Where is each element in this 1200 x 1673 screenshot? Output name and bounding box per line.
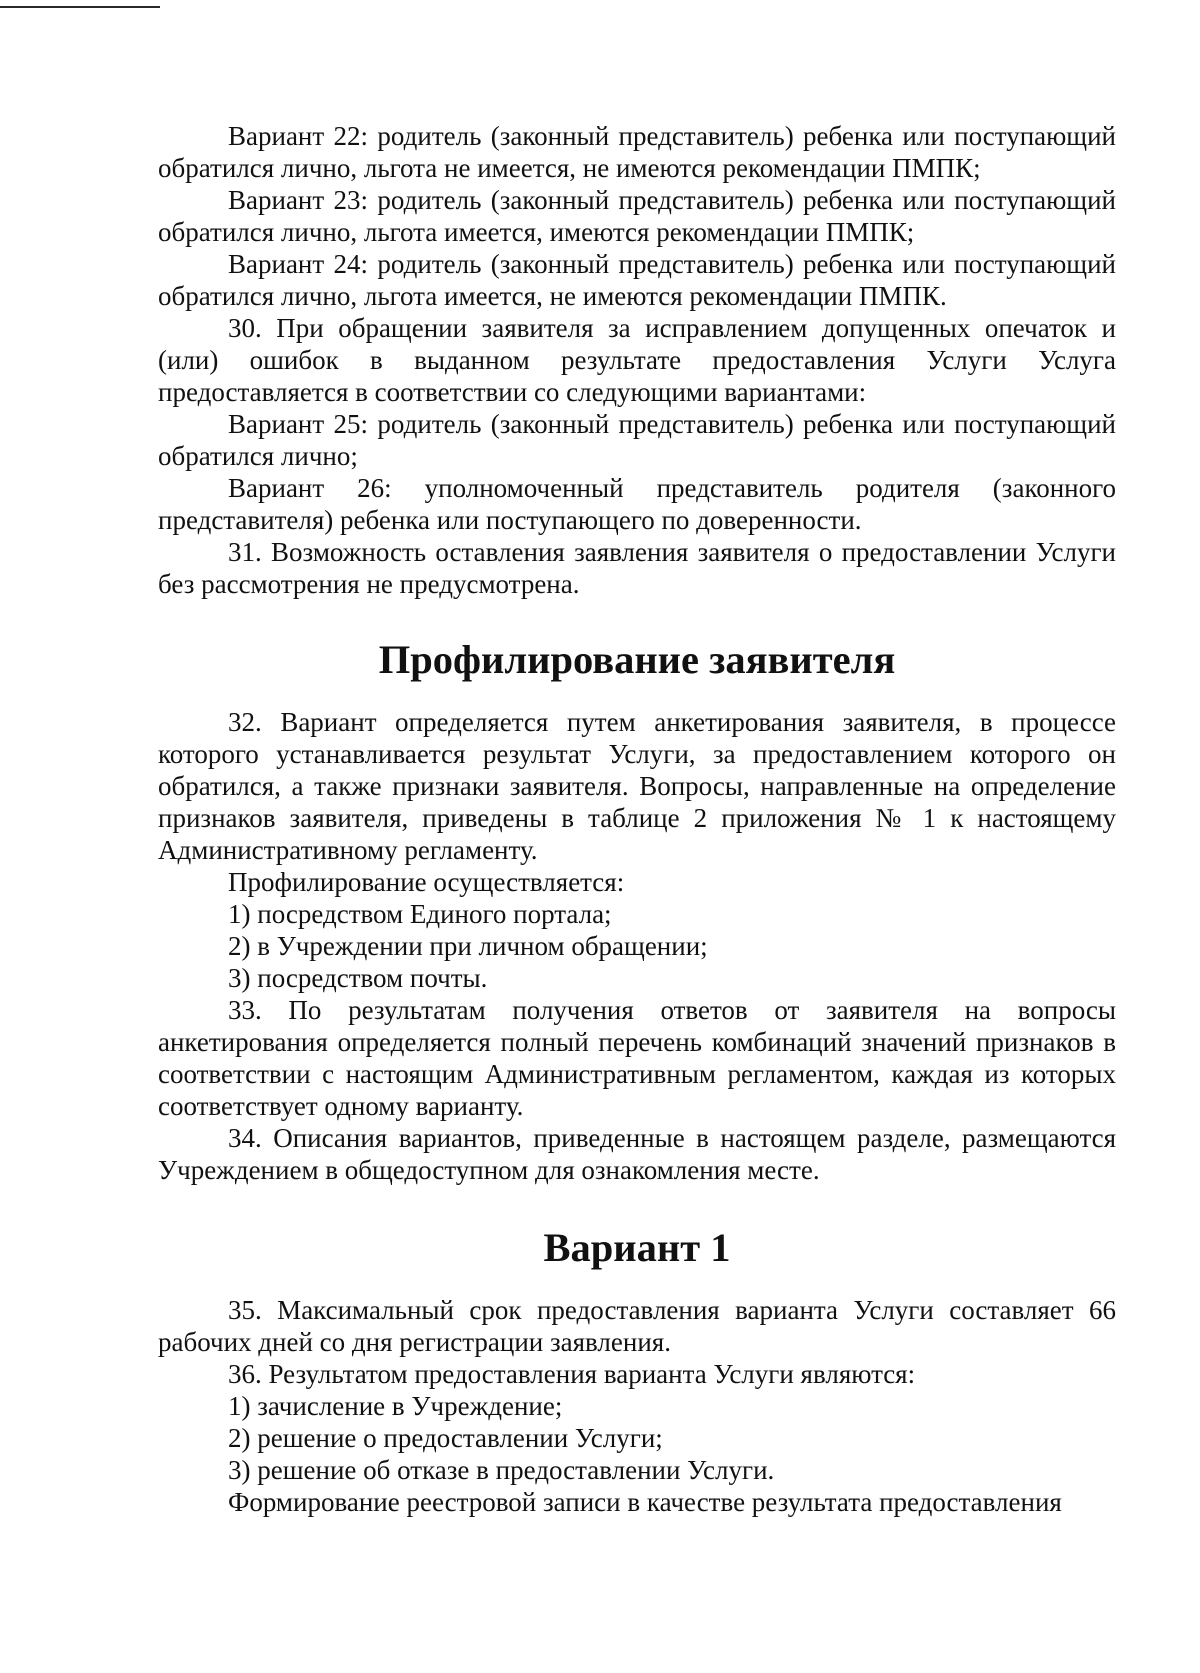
section-heading-profiling: Профилирование заявителя (378, 637, 896, 682)
clause-36-paragraph: 36. Результатом предоставления варианта Услуги являются: (228, 1359, 916, 1389)
final-paragraph: Формирование реестровой записи в качестве результата предоставления (228, 1487, 1062, 1517)
clause-35-paragraph: 35. Максимальный срок предоставления варианта Услуги составляет 66 рабочих дней со дня регистрации заявления. (158, 1295, 1116, 1357)
result-list-item: 1) зачисление в Учреждение; (228, 1391, 563, 1421)
clause-33-paragraph: 33. По результатам получения ответов от заявителя на вопросы анкетирования определяется полный перечень комбинаций значений признаков в соответствии с настоящим Административным регламентом, каждая из которых соответствует одному варианту. (158, 995, 1116, 1121)
section-heading-variant-1: Вариант 1 (543, 1225, 731, 1270)
clause-31-paragraph: 31. Возможность оставления заявления заявителя о предоставлении Услуги без рассмотрения не предусмотрена. (158, 537, 1116, 599)
clause-34-paragraph: 34. Описания вариантов, приведенные в настоящем разделе, размещаются Учреждением в общедоступном для ознакомления месте. (158, 1123, 1116, 1185)
variant-22-paragraph: Вариант 22: родитель (законный представитель) ребенка или поступающий обратился лично, льгота не имеется, не имеются рекомендации ПМПК; (158, 121, 1116, 183)
variant-25-paragraph: Вариант 25: родитель (законный представитель) ребенка или поступающий обратился лично; (158, 409, 1116, 471)
clause-30-paragraph: 30. При обращении заявителя за исправлением допущенных опечаток и (или) ошибок в выданном результате предоставления Услуги Услуга предоставляется в соответствии со следующими вариантами: (158, 313, 1116, 407)
document-page (158, 120, 1116, 1518)
scan-edge-line (0, 6, 160, 8)
variant-23-paragraph: Вариант 23: родитель (законный представитель) ребенка или поступающий обратился лично, льгота имеется, имеются рекомендации ПМПК; (158, 185, 1116, 247)
profiling-list-item: 1) посредством Единого портала; (228, 899, 612, 929)
result-list-item: 2) решение о предоставлении Услуги; (228, 1423, 663, 1453)
profiling-list-item: 3) посредством почты. (228, 963, 488, 993)
profiling-list-item: 2) в Учреждении при личном обращении; (228, 931, 708, 961)
result-list-item: 3) решение об отказе в предоставлении Услуги. (228, 1455, 775, 1485)
clause-32-paragraph: 32. Вариант определяется путем анкетирования заявителя, в процессе которого устанавливается результат Услуги, за предоставлением которого он обратился, а также признаки заявителя. Вопросы, направленные на определение признаков заявителя, приведены в таблице 2 приложения № 1 к настоящему Административному регламенту. (158, 707, 1116, 865)
variant-24-paragraph: Вариант 24: родитель (законный представитель) ребенка или поступающий обратился лично, льгота имеется, не имеются рекомендации ПМПК. (158, 249, 1116, 311)
profiling-intro: Профилирование осуществляется: (228, 867, 625, 897)
variant-26-paragraph: Вариант 26: уполномоченный представитель родителя (законного представителя) ребенка или поступающего по доверенности. (158, 473, 1116, 535)
